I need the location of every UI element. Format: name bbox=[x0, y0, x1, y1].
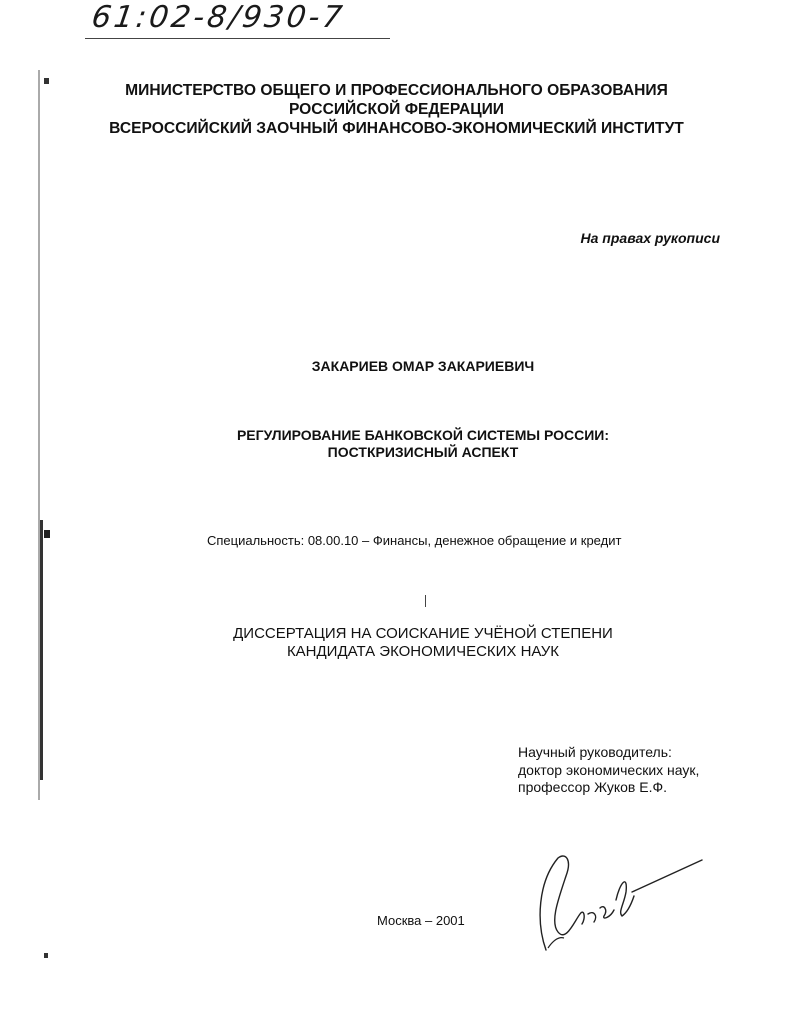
advisor-line-1: Научный руководитель: bbox=[518, 744, 672, 760]
scan-artifact-mark bbox=[44, 953, 48, 958]
scientific-advisor bbox=[518, 744, 699, 797]
scan-artifact-mark bbox=[44, 530, 50, 538]
signature-stroke bbox=[540, 856, 702, 950]
city-year: Москва – 2001 bbox=[377, 913, 465, 928]
ministry-header bbox=[0, 81, 793, 138]
degree-statement bbox=[0, 625, 793, 661]
degree-line-2: КАНДИДАТА ЭКОНОМИЧЕСКИХ НАУК bbox=[286, 643, 560, 660]
dissertation-title bbox=[0, 427, 793, 461]
degree-line-1: ДИССЕРТАЦИЯ НА СОИСКАНИЕ УЧЁНОЙ СТЕПЕНИ bbox=[233, 625, 613, 642]
manuscript-note: На правах рукописи bbox=[580, 230, 720, 246]
header-line-1: МИНИСТЕРСТВО ОБЩЕГО И ПРОФЕССИОНАЛЬНОГО ОБРАЗОВАНИЯ bbox=[125, 82, 668, 99]
advisor-line-2: доктор экономических наук, bbox=[518, 761, 700, 778]
handwritten-code: 61:02-8/930-7 bbox=[89, 0, 348, 35]
specialty: Специальность: 08.00.10 – Финансы, денежное обращение и кредит bbox=[207, 533, 622, 548]
signature-stroke bbox=[548, 938, 564, 948]
header-line-2: РОССИЙСКОЙ ФЕДЕРАЦИИ bbox=[288, 101, 505, 118]
handwritten-underline bbox=[85, 38, 390, 39]
author-name: ЗАКАРИЕВ ОМАР ЗАКАРИЕВИЧ bbox=[311, 358, 535, 374]
title-line-1: РЕГУЛИРОВАНИЕ БАНКОВСКОЙ СИСТЕМЫ РОССИИ: bbox=[236, 427, 610, 443]
scan-artifact-tick bbox=[425, 595, 426, 607]
advisor-signature bbox=[528, 852, 708, 962]
advisor-line-3: профессор Жуков Е.Ф. bbox=[518, 779, 668, 795]
title-line-2: ПОСТКРИЗИСНЫЙ АСПЕКТ bbox=[327, 444, 519, 460]
header-line-3: ВСЕРОССИЙСКИЙ ЗАОЧНЫЙ ФИНАНСОВО-ЭКОНОМИЧЕСКИЙ ИНСТИТУТ bbox=[109, 120, 684, 137]
